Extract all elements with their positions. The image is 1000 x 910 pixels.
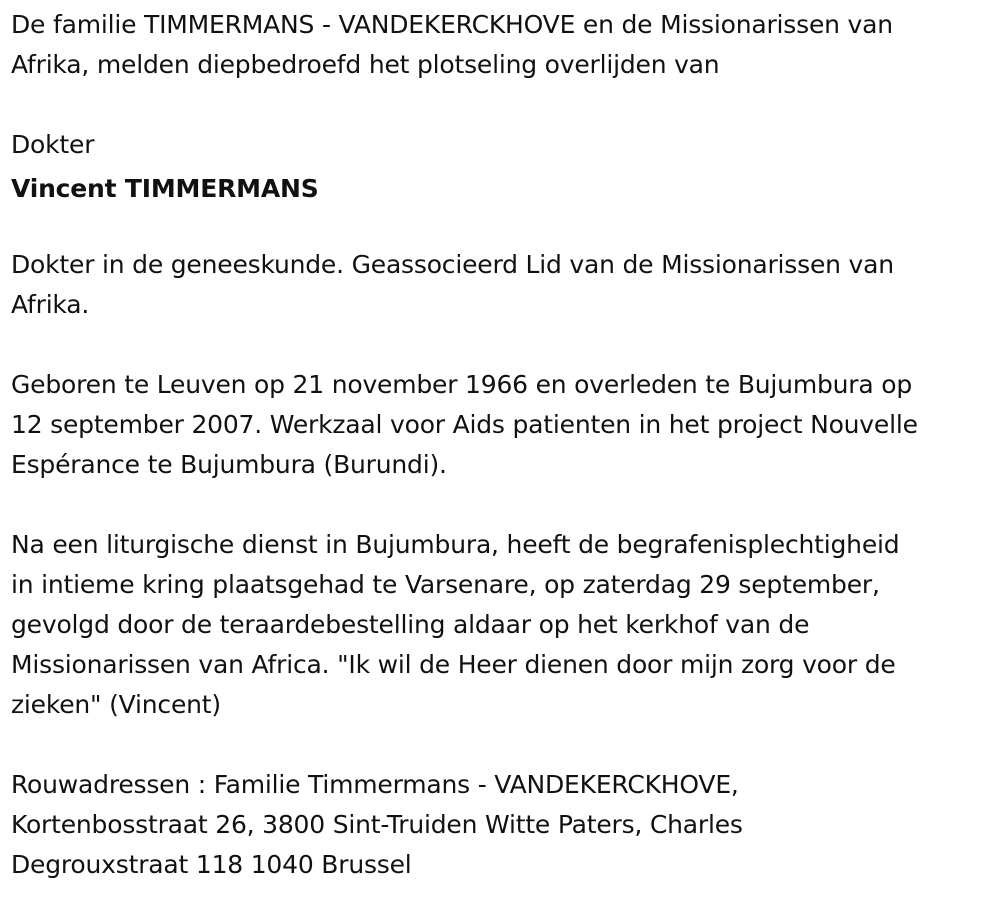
- biography-line: Espérance te Bujumbura (Burundi).: [11, 450, 447, 479]
- funeral-line: in intieme kring plaatsgehad te Varsenare, op zaterdag 29 september,: [11, 570, 880, 599]
- paragraph-gap: [11, 725, 991, 765]
- profession-line: Afrika.: [11, 290, 90, 319]
- funeral-line: Missionarissen van Africa. "Ik wil de Heer dienen door mijn zorg voor de: [11, 650, 896, 679]
- paragraph-gap: [11, 325, 991, 365]
- biography-line: Geboren te Leuven op 21 november 1966 en overleden te Bujumbura op: [11, 370, 912, 399]
- profession-paragraph: [11, 245, 991, 325]
- biography-paragraph: [11, 365, 991, 485]
- paragraph-gap: [11, 213, 991, 245]
- deceased-title: Dokter: [11, 130, 95, 159]
- funeral-line: gevolgd door de teraardebestelling aldaar op het kerkhof van de: [11, 610, 810, 639]
- funeral-paragraph: [11, 525, 991, 725]
- intro-paragraph: [11, 5, 991, 85]
- obituary-document: [11, 5, 991, 885]
- condolences-line: Rouwadressen : Familie Timmermans - VANDEKERCKHOVE,: [11, 770, 739, 799]
- deceased-block: [11, 125, 991, 213]
- profession-line: Dokter in de geneeskunde. Geassocieerd Lid van de Missionarissen van: [11, 250, 894, 279]
- condolences-line: Degrouxstraat 118 1040 Brussel: [11, 850, 412, 879]
- deceased-name: Vincent TIMMERMANS: [11, 174, 319, 203]
- condolences-paragraph: [11, 765, 991, 885]
- intro-line: Afrika, melden diepbedroefd het plotseling overlijden van: [11, 50, 720, 79]
- biography-line: 12 september 2007. Werkzaal voor Aids patienten in het project Nouvelle: [11, 410, 918, 439]
- funeral-line: zieken" (Vincent): [11, 690, 221, 719]
- paragraph-gap: [11, 85, 991, 125]
- condolences-line: Kortenbosstraat 26, 3800 Sint-Truiden Witte Paters, Charles: [11, 810, 743, 839]
- funeral-line: Na een liturgische dienst in Bujumbura, heeft de begrafenisplechtigheid: [11, 530, 900, 559]
- paragraph-gap: [11, 485, 991, 525]
- intro-line: De familie TIMMERMANS - VANDEKERCKHOVE en de Missionarissen van: [11, 10, 893, 39]
